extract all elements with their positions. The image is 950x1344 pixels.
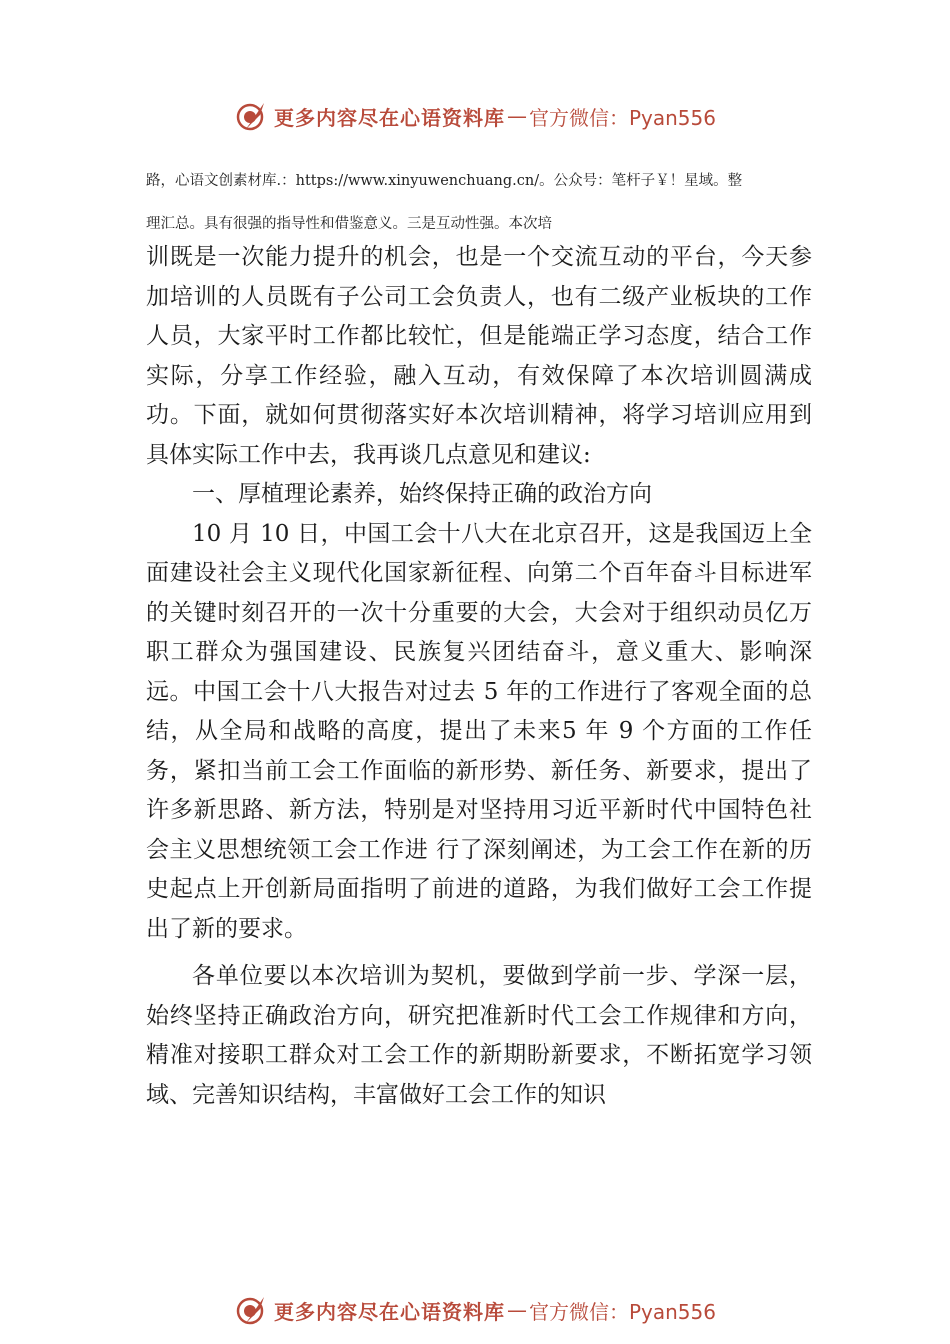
banner-wechat: 官方微信：Pyan556 bbox=[528, 1299, 716, 1324]
header-line-1: 路，心语文创素材库.：https://www.xinyuwenchuang.cn/。公众号：笔杆子￥！星域。整 bbox=[146, 173, 743, 189]
quill-logo-icon bbox=[234, 1293, 268, 1327]
footer-banner bbox=[0, 1290, 950, 1330]
banner-dash: — bbox=[506, 1298, 527, 1322]
quill-logo-icon bbox=[234, 99, 268, 133]
banner-text: 更多内容尽在心语资料库 bbox=[273, 1299, 505, 1324]
header-line-2: 理汇总。具有很强的指导性和借鉴意义。三是互动性强。本次培 bbox=[146, 216, 552, 232]
paragraph-1: 训既是一次能力提升的机会，也是一个交流互动的平台，今天参加培训的人员既有子公司工会负责人，也有二级产业板块的工作人员，大家平时工作都比较忙，但是能端正学习态度，结合工作实际，分享工作经验，融入互动，有效保障了本次培训圆满成功。下面，就如何贯彻落实好本次培训精神，将学习培训应用到具体实际工作中去，我再谈几点意见和建议: bbox=[146, 244, 812, 468]
paragraph-2: 10 月 10 日，中国工会十八大在北京召开，这是我国迈上全面建设社会主义现代化国家新征程、向第二个百年奋斗目标进军的关键时刻召开的一次十分重要的大会，大会对于组织动员亿万职工群众为强国建设、民族复兴团结奋斗，意义重大、影响深远。中国工会十八大报告对过去 5 年的工作进行了客观全面的总结，从全局和战略的高度，提出了未来5 年 9 个方面的工作任务，紧扣当前工会工作面临的新形势、新任务、新要求，提出了许多新思路、新方法，特别是对坚持用习近平新时代中国特色社会主义思想统领工会工作进 行了深刻阐述，为工会工作在新的历史起点上开创新局面指明了前进的道路，为我们做好工会工作提出了新的要求。 bbox=[146, 520, 812, 942]
banner-wechat: 官方微信：Pyan556 bbox=[528, 105, 716, 130]
section-heading: 一、厚植理论素养，始终保持正确的政治方向 bbox=[192, 481, 652, 507]
banner-text: 更多内容尽在心语资料库 bbox=[273, 105, 505, 130]
document-body bbox=[146, 238, 812, 1115]
header-banner bbox=[0, 96, 950, 136]
banner-dash: — bbox=[506, 104, 527, 128]
paragraph-3: 各单位要以本次培训为契机，要做到学前一步、学深一层，始终坚持正确政治方向，研究把准新时代工会工作规律和方向，精准对接职工群众对工会工作的新期盼新要求，不断拓宽学习领域、完善知识结构，丰富做好工会工作的知识 bbox=[146, 963, 812, 1108]
